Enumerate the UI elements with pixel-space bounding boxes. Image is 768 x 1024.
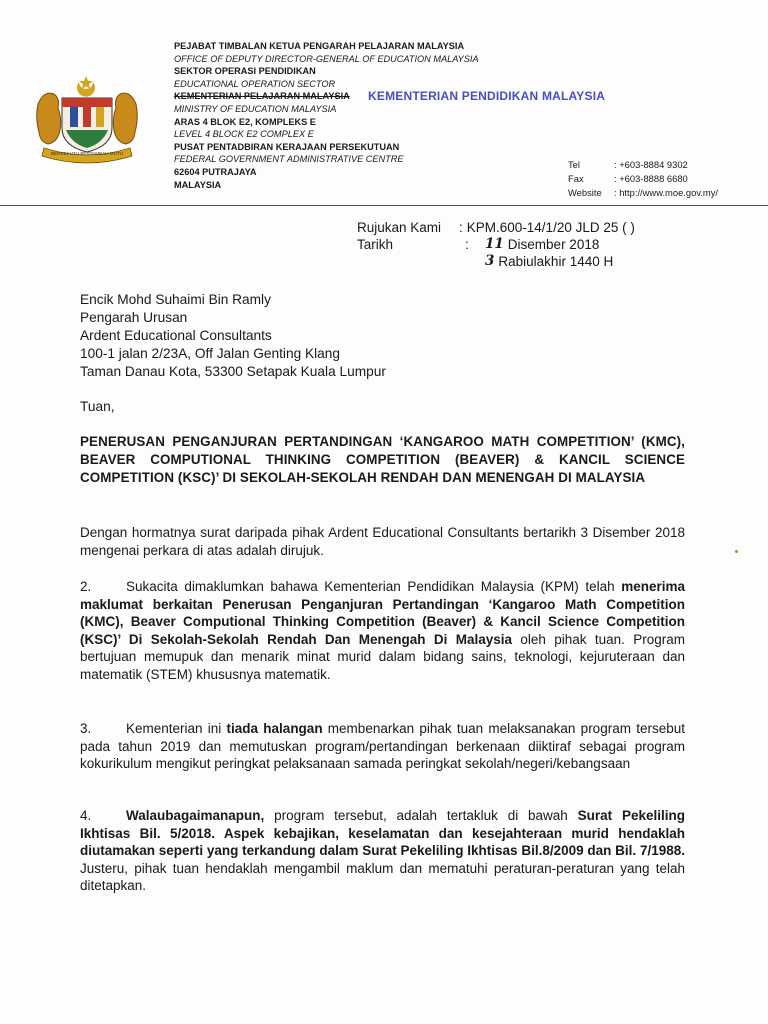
recipient-line: Pengarah Urusan — [80, 310, 188, 325]
date-day: 11 — [485, 236, 504, 252]
ministry-stamp: KEMENTERIAN PENDIDIKAN MALAYSIA — [368, 89, 606, 103]
hijri-day: 3 — [485, 253, 495, 269]
paragraph-text: Justeru, pihak tuan hendaklah mengambil maklum dan mematuhi peraturan-peraturan yang telah ditetapkan. — [80, 860, 685, 894]
letterhead — [174, 40, 479, 191]
letterhead-line: FEDERAL GOVERNMENT ADMINISTRATIVE CENTRE — [174, 154, 404, 165]
paragraph-text: membenarkan pihak tuan melaksanakan program tersebut pada tahun 2019 dan memutuskan program/pertandingan berkenaan diiktiraf sebagai program kokurikulum mengikut peringkat pelaksanaan samada peringkat sekolah/negeri/kebangsaan — [80, 721, 685, 772]
salutation: Tuan, — [80, 399, 115, 414]
recipient-address — [80, 291, 386, 381]
paragraph-bold-text: tiada halangan — [226, 721, 323, 736]
hijri-value: Rabiulakhir 1440 H — [498, 254, 614, 269]
paragraph-bold-text: Walaubagaimanapun, — [126, 808, 265, 823]
letterhead-line: PUSAT PENTADBIRAN KERAJAAN PERSEKUTUAN — [174, 141, 400, 152]
date-value: Disember 2018 — [507, 237, 600, 252]
letterhead-line: 62604 PUTRAJAYA — [174, 166, 257, 177]
ref-label: Rujukan Kami — [357, 220, 442, 235]
letterhead-line: EDUCATIONAL OPERATION SECTOR — [174, 78, 336, 89]
tel-value: : +603-8884 9302 — [614, 159, 688, 170]
paragraph-4 — [80, 807, 685, 895]
letterhead-line: OFFICE OF DEPUTY DIRECTOR-GENERAL OF EDUCATION MALAYSIA — [174, 53, 479, 64]
crest-motto: BERSEKUTU BERTAMBAH MUTU — [50, 151, 124, 156]
reference-block — [357, 219, 635, 270]
coat-of-arms-icon — [32, 74, 142, 166]
paragraph-bold-text: Surat Pekeliling Ikhtisas Bil. 5/2018. Aspek kebajikan, keselamatan dan kesejahteraan murid hendaklah diutamakan seperti yang terkandung dalam Surat Pekeliling Ikhtisas Bil.8/2009 dan Bil. 7/1988. — [80, 808, 685, 859]
fax-value: : +603-8888 6680 — [614, 173, 688, 184]
date-colon: : — [465, 237, 469, 252]
letterhead-line: KEMENTERIAN PELAJARAN MALAYSIA — [174, 91, 350, 102]
website-label: Website — [568, 187, 602, 198]
letterhead-line: ARAS 4 BLOK E2, KOMPLEKS E — [174, 116, 316, 127]
paragraph-number: 2. — [80, 579, 92, 594]
letterhead-line: SEKTOR OPERASI PENDIDIKAN — [174, 66, 316, 77]
recipient-line: Taman Danau Kota, 53300 Setapak Kuala Lumpur — [80, 364, 386, 379]
tel-label: Tel — [568, 159, 580, 170]
header-divider — [0, 205, 768, 206]
letterhead-line: LEVEL 4 BLOCK E2 COMPLEX E — [174, 129, 314, 140]
paragraph-1: Dengan hormatnya surat daripada pihak Ardent Educational Consultants bertarikh 3 Disember 2018 mengenai perkara di atas adalah dirujuk. — [80, 525, 685, 558]
paragraph-text: program tersebut, adalah tertakluk di bawah — [264, 808, 578, 823]
fax-label: Fax — [568, 173, 584, 184]
recipient-line: 100-1 jalan 2/23A, Off Jalan Genting Klang — [80, 346, 340, 361]
date-label: Tarikh — [357, 237, 394, 252]
ref-colon: : — [459, 220, 463, 235]
letterhead-line: MINISTRY OF EDUCATION MALAYSIA — [174, 103, 337, 114]
recipient-line: Ardent Educational Consultants — [80, 328, 272, 343]
ref-value: KPM.600-14/1/20 JLD 25 ( ) — [466, 220, 635, 235]
letterhead-line: MALAYSIA — [174, 179, 222, 190]
paragraph-number: 3. — [80, 721, 92, 736]
letter-title: PENERUSAN PENGANJURAN PERTANDINGAN ‘KANGAROO MATH COMPETITION’ (KMC), BEAVER COMPUTIONAL THINKING COMPETITION (BEAVER) & KANCIL SCIENCE COMPETITION (KSC)’ DI SEKOLAH-SEKOLAH RENDAH DAN MENENGAH DI MALAYSIA — [80, 434, 685, 485]
paragraph-text: Kementerian ini — [126, 721, 227, 736]
paragraph-3 — [80, 720, 685, 773]
scan-speck — [735, 550, 738, 553]
paragraph-bold-text: menerima maklumat berkaitan Penerusan Penganjuran Pertandingan ‘Kangaroo Math Competition (KMC), Beaver Computional Thinking Competition (Beaver) & Kancil Science Competition (KSC)’ Di Sekolah-Sekolah Rendah Dan Menengah Di Malaysia — [80, 579, 685, 647]
paragraph-2 — [80, 578, 685, 684]
recipient-line: Encik Mohd Suhaimi Bin Ramly — [80, 292, 271, 307]
letterhead-line: PEJABAT TIMBALAN KETUA PENGARAH PELAJARAN MALAYSIA — [174, 41, 465, 51]
website-value: : http://www.moe.gov.my/ — [614, 187, 719, 198]
paragraph-number: 4. — [80, 808, 92, 823]
paragraph-text: oleh pihak tuan. Program bertujuan memupuk dan menarik minat murid dalam bidang sains, teknologi, kejuruteraan dan matematik (STEM) khususnya matematik. — [80, 631, 685, 682]
contact-block — [568, 158, 718, 200]
paragraph-text: Sukacita dimaklumkan bahawa Kementerian Pendidikan Malaysia (KPM) telah — [126, 579, 622, 594]
